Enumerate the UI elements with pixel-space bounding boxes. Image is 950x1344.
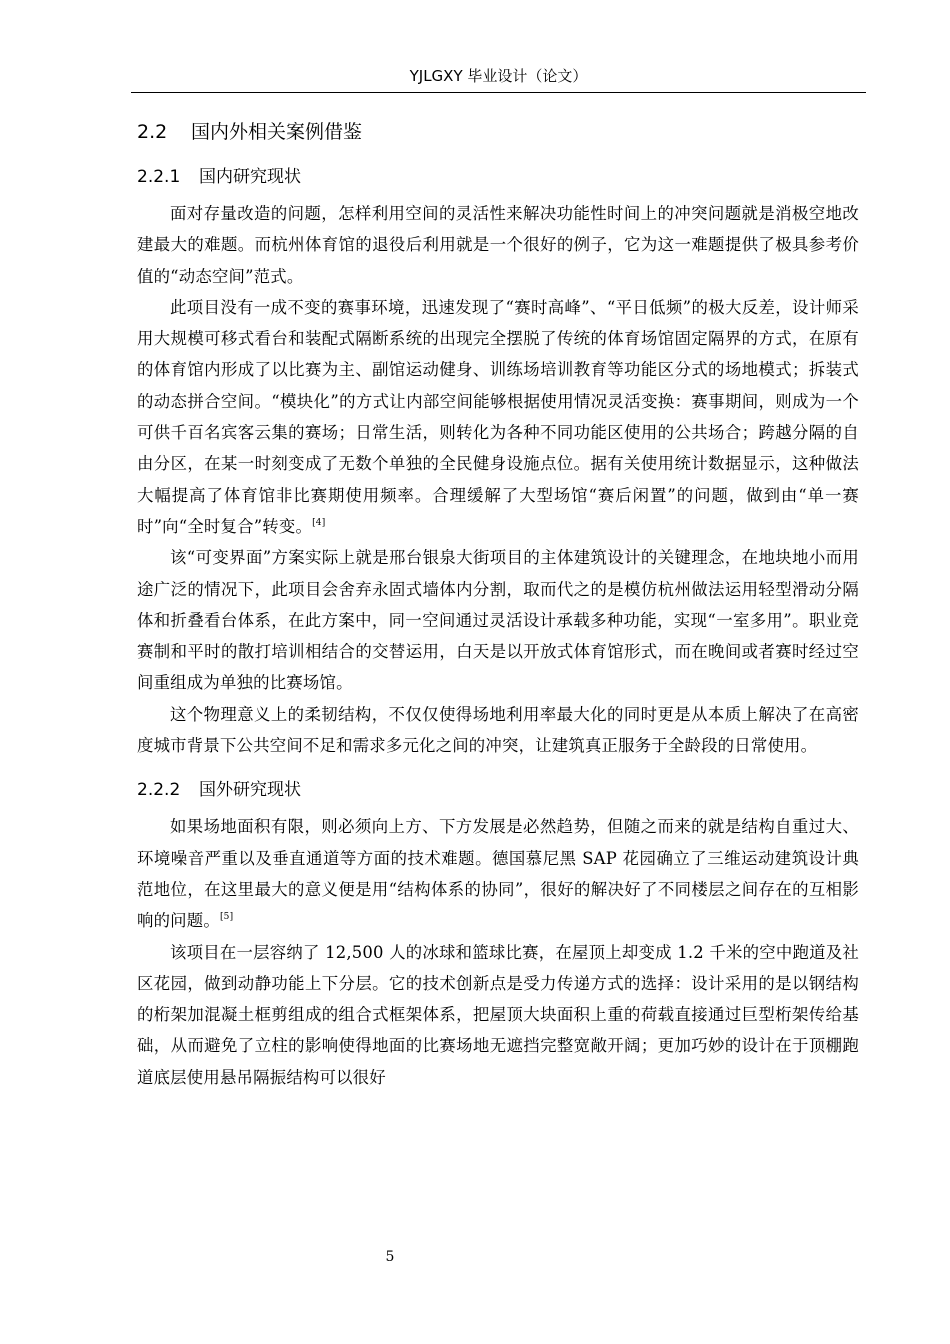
subsection-heading-foreign	[137, 773, 859, 807]
header-rule	[131, 92, 866, 93]
section-number: 2.2	[137, 121, 168, 143]
subsection-title: 国内研究现状	[199, 167, 301, 187]
page-body	[137, 114, 859, 1093]
body-paragraph	[137, 937, 859, 1093]
paragraph-text: 该项目在一层容纳了 12,500 人的冰球和篮球比赛，在屋顶上却变成 1.2 千米的空中跑道及社区花园，做到动静功能上下分层。它的技术创新点是受力传递方式的选择：设计采用的是以钢结构的桁架加混凝土框剪组成的组合式框架体系，把屋顶大块面积上重的荷载直接通过巨型桁架传给基础，从而避免了立柱的影响使得地面的比赛场地无遮挡完整宽敞开阔；更加巧妙的设计在于顶棚跑道底层使用悬吊隔振结构可以很好	[137, 942, 859, 1087]
citation-reference: [5]	[219, 912, 234, 923]
page-number: 5	[385, 1249, 395, 1265]
paragraph-text: 面对存量改造的问题，怎样利用空间的灵活性来解决功能性时间上的冲突问题就是消极空地改建最大的难题。而杭州体育馆的退役后利用就是一个很好的例子，它为这一难题提供了极具参考价值的“动态空间”范式。	[137, 204, 859, 286]
subsection-number: 2.2.2	[137, 780, 181, 801]
body-paragraph	[137, 292, 859, 542]
paragraph-text: 此项目没有一成不变的赛事环境，迅速发现了“赛时高峰”、“平日低频”的极大反差，设计师采用大规模可移式看台和装配式隔断系统的出现完全摆脱了传统的体育场馆固定隔界的方式，在原有的体育馆内形成了以比赛为主、副馆运动健身、训练场培训教育等功能区分式的场地模式；拆装式的动态拼合空间。“模块化”的方式让内部空间能够根据使用情况灵活变换：赛事期间，则成为一个可供千百名宾客云集的赛场；日常生活，则转化为各种不同功能区使用的公共场合；跨越分隔的自由分区，在某一时刻变成了无数个单独的全民健身设施点位。据有关使用统计数据显示，这种做法大幅提高了体育馆非比赛期使用频率。合理缓解了大型场馆“赛后闲置”的问题，做到由“单一赛时”向“全时复合”转变。	[137, 297, 859, 536]
body-paragraph	[137, 811, 859, 936]
subsection-title: 国外研究现状	[199, 780, 301, 801]
paragraph-text: 该“可变界面”方案实际上就是邢台银泉大街项目的主体建筑设计的关键理念，在地块地小而用途广泛的情况下，此项目会舍弃永固式墙体内分割，取而代之的是模仿杭州做法运用轻型滑动分隔体和折叠看台体系，在此方案中，同一空间通过灵活设计承载多种功能，实现“一室多用”。职业竞赛制和平时的散打培训相结合的交替运用，白天是以开放式体育馆形式，而在晚间或者赛时经过空间重组成为单独的比赛场馆。	[137, 548, 859, 693]
paragraph-text: 如果场地面积有限，则必须向上方、下方发展是必然趋势，但随之而来的就是结构自重过大、环境噪音严重以及垂直通道等方面的技术难题。德国慕尼黑 SAP 花园确立了三维运动建筑设计典范地位，在这里最大的意义便是用“结构体系的协同”，很好的解决好了不同楼层之间存在的互相影响的问题。	[137, 817, 859, 931]
running-header: YJLGXY 毕业设计（论文）	[409, 67, 588, 85]
subsection-number: 2.2.1	[137, 167, 181, 187]
body-paragraph	[137, 699, 859, 762]
subsection-heading-domestic	[137, 160, 859, 194]
citation-reference: [4]	[312, 517, 326, 528]
body-paragraph	[137, 542, 859, 698]
body-paragraph	[137, 198, 859, 292]
paragraph-text: 这个物理意义上的柔韧结构，不仅仅使得场地利用率最大化的同时更是从本质上解决了在高密度城市背景下公共空间不足和需求多元化之间的冲突，让建筑真正服务于全龄段的日常使用。	[137, 704, 859, 756]
section-title: 国内外相关案例借鉴	[191, 121, 363, 143]
section-heading	[137, 114, 859, 150]
